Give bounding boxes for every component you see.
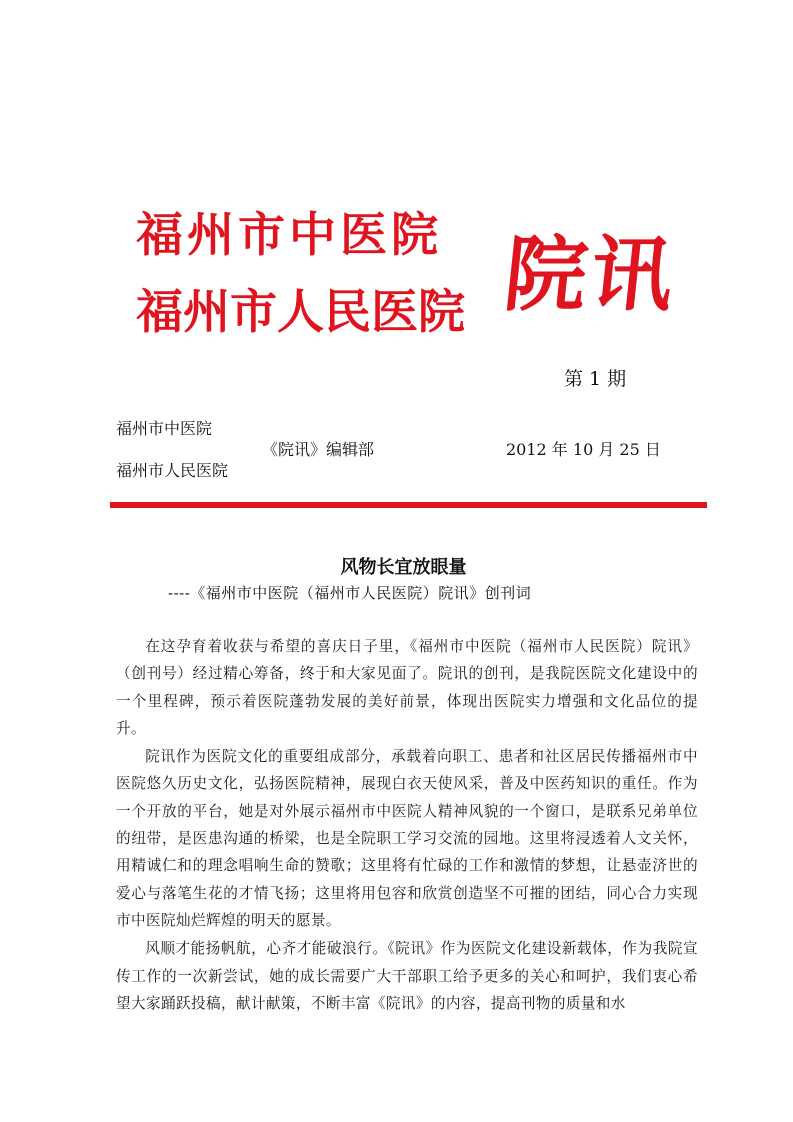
newsletter-title: 院讯 — [499, 227, 683, 323]
article-body — [116, 633, 698, 1017]
masthead-hospital-2: 福州市人民医院 — [136, 285, 465, 340]
article-paragraph: 风顺才能扬帆航，心齐才能破浪行。《院讯》作为医院文化建设新载体，作为我院宣传工作的一次新尝试，她的成长需要广大干部职工给予更多的关心和呵护，我们衷心希望大家踊跃投稿，献计献策，不断丰富《院讯》的内容，提高刊物的质量和水 — [116, 940, 698, 1012]
red-divider — [110, 502, 707, 508]
masthead-hospital-1: 福州市中医院 — [136, 208, 442, 263]
editorial-department: 《院讯》编辑部 — [262, 440, 375, 459]
article-paragraph: 院讯作为医院文化的重要组成部分，承载着向职工、患者和社区居民传播福州市中医院悠久历史文化，弘扬医院精神，展现白衣天使风采，普及中医药知识的重任。作为一个开放的平台，她是对外展示福州市中医院人精神风貌的一个窗口，是联系兄弟单位的纽带，是医患沟通的桥梁，也是全院职工学习交流的园地。这里将浸透着人文关怀，用精诚仁和的理念唱响生命的赞歌；这里将有忙碌的工作和激情的梦想，让悬壶济世的爱心与落笔生花的才情飞扬；这里将用包容和欣赏创造坚不可摧的团结，同心合力实现市中医院灿烂辉煌的明天的愿景。 — [116, 748, 698, 929]
publish-date: 2012 年 10 月 25 日 — [506, 440, 661, 459]
article-subtitle: ----《福州市中医院（福州市人民医院）院讯》创刊词 — [168, 584, 532, 602]
issue-number: 第 1 期 — [564, 368, 627, 390]
article-paragraph: 在这孕育着收获与希望的喜庆日子里，《福州市中医院（福州市人民医院）院讯》（创刊号）经过精心筹备，终于和大家见面了。院讯的创刊，是我院医院文化建设中的一个里程碑，预示着医院蓬勃发展的美好前景，体现出医院实力增强和文化品位的提升。 — [116, 638, 698, 737]
article-title: 风物长宜放眼量 — [340, 557, 467, 578]
publisher-2: 福州市人民医院 — [116, 461, 229, 480]
publisher-1: 福州市中医院 — [116, 419, 213, 438]
